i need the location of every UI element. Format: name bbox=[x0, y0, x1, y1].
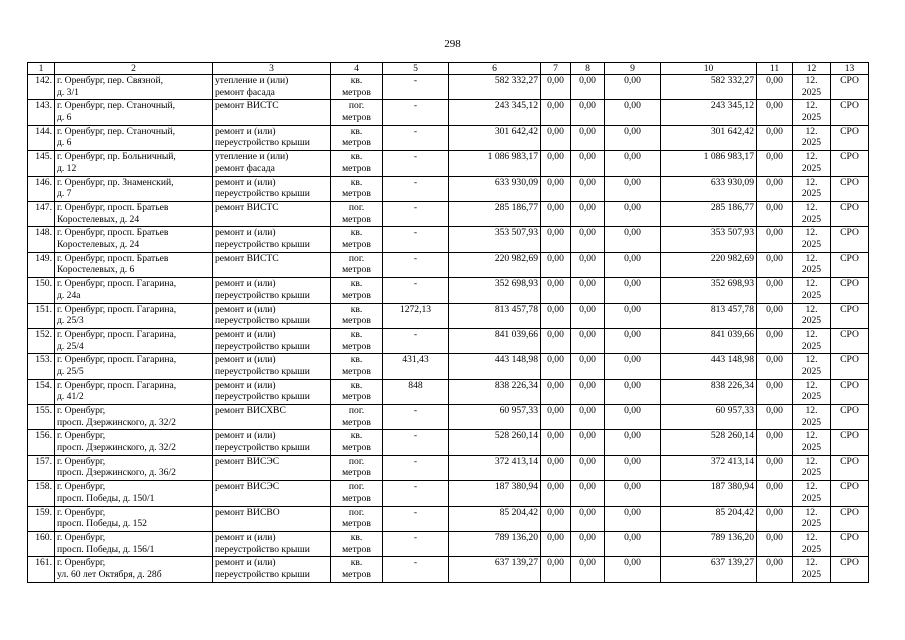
row-number-cell: 147. bbox=[28, 201, 55, 226]
volume-cell: 431,43 bbox=[383, 354, 449, 379]
page-number: 298 bbox=[444, 38, 461, 50]
fund-cell: 0,00 bbox=[541, 176, 571, 201]
table-row bbox=[28, 379, 869, 404]
volume-cell: - bbox=[383, 252, 449, 277]
address-cell: г. Оренбург, просп. Гагарина, д. 41/2 bbox=[55, 379, 213, 404]
total-cost-cell: 60 957,33 bbox=[449, 405, 541, 430]
owners-funds-cell: 1 086 983,17 bbox=[661, 151, 757, 176]
volume-cell: - bbox=[383, 176, 449, 201]
table-row bbox=[28, 455, 869, 480]
fund-cell: 0,00 bbox=[541, 100, 571, 125]
owners-funds-cell: 220 982,69 bbox=[661, 252, 757, 277]
unit-cell: кв. метров bbox=[331, 151, 383, 176]
fund-cell: 0,00 bbox=[541, 201, 571, 226]
column-header: 7 bbox=[541, 63, 571, 75]
address-cell: г. Оренбург, просп. Братьев Коростелевых, д. 6 bbox=[55, 252, 213, 277]
owners-funds-cell: 285 186,77 bbox=[661, 201, 757, 226]
table-row bbox=[28, 354, 869, 379]
header-row bbox=[28, 63, 869, 75]
source-cell: СРО bbox=[831, 481, 869, 506]
owners-funds-cell: 443 148,98 bbox=[661, 354, 757, 379]
unit-cell: пог. метров bbox=[331, 455, 383, 480]
source-cell: СРО bbox=[831, 455, 869, 480]
owners-funds-cell: 528 260,14 bbox=[661, 430, 757, 455]
table-row bbox=[28, 278, 869, 303]
work-type-cell: ремонт и (или) переустройство крыши bbox=[213, 532, 331, 557]
deadline-cell: 12. 2025 bbox=[793, 201, 831, 226]
deadline-cell: 12. 2025 bbox=[793, 354, 831, 379]
table-row bbox=[28, 328, 869, 353]
owners-funds-cell: 352 698,93 bbox=[661, 278, 757, 303]
table-row bbox=[28, 405, 869, 430]
table-row bbox=[28, 176, 869, 201]
unit-cell: кв. метров bbox=[331, 303, 383, 328]
other-funds-cell: 0,00 bbox=[757, 151, 793, 176]
row-number-cell: 145. bbox=[28, 151, 55, 176]
address-cell: г. Оренбург, ул. 60 лет Октября, д. 28б bbox=[55, 557, 213, 582]
local-budget-cell: 0,00 bbox=[605, 506, 661, 531]
row-number-cell: 154. bbox=[28, 379, 55, 404]
other-funds-cell: 0,00 bbox=[757, 506, 793, 531]
other-funds-cell: 0,00 bbox=[757, 252, 793, 277]
budget-cell: 0,00 bbox=[571, 151, 605, 176]
row-number-cell: 142. bbox=[28, 75, 55, 100]
table-row bbox=[28, 100, 869, 125]
total-cost-cell: 813 457,78 bbox=[449, 303, 541, 328]
unit-cell: кв. метров bbox=[331, 227, 383, 252]
row-number-cell: 143. bbox=[28, 100, 55, 125]
total-cost-cell: 372 413,14 bbox=[449, 455, 541, 480]
volume-cell: - bbox=[383, 328, 449, 353]
work-type-cell: ремонт ВИСТС bbox=[213, 201, 331, 226]
source-cell: СРО bbox=[831, 227, 869, 252]
column-header: 1 bbox=[28, 63, 55, 75]
local-budget-cell: 0,00 bbox=[605, 354, 661, 379]
owners-funds-cell: 372 413,14 bbox=[661, 455, 757, 480]
column-header: 13 bbox=[831, 63, 869, 75]
address-cell: г. Оренбург, просп. Победы, д. 152 bbox=[55, 506, 213, 531]
budget-cell: 0,00 bbox=[571, 481, 605, 506]
volume-cell: - bbox=[383, 100, 449, 125]
row-number-cell: 146. bbox=[28, 176, 55, 201]
row-number-cell: 150. bbox=[28, 278, 55, 303]
unit-cell: кв. метров bbox=[331, 328, 383, 353]
budget-cell: 0,00 bbox=[571, 303, 605, 328]
row-number-cell: 153. bbox=[28, 354, 55, 379]
other-funds-cell: 0,00 bbox=[757, 303, 793, 328]
unit-cell: кв. метров bbox=[331, 176, 383, 201]
local-budget-cell: 0,00 bbox=[605, 125, 661, 150]
volume-cell: 848 bbox=[383, 379, 449, 404]
volume-cell: - bbox=[383, 405, 449, 430]
address-cell: г. Оренбург, просп. Дзержинского, д. 36/2 bbox=[55, 455, 213, 480]
column-header: 5 bbox=[383, 63, 449, 75]
total-cost-cell: 841 039,66 bbox=[449, 328, 541, 353]
total-cost-cell: 352 698,93 bbox=[449, 278, 541, 303]
table-row bbox=[28, 430, 869, 455]
total-cost-cell: 838 226,34 bbox=[449, 379, 541, 404]
work-type-cell: ремонт и (или) переустройство крыши bbox=[213, 227, 331, 252]
deadline-cell: 12. 2025 bbox=[793, 557, 831, 582]
source-cell: СРО bbox=[831, 201, 869, 226]
other-funds-cell: 0,00 bbox=[757, 532, 793, 557]
fund-cell: 0,00 bbox=[541, 506, 571, 531]
volume-cell: - bbox=[383, 455, 449, 480]
volume-cell: - bbox=[383, 227, 449, 252]
other-funds-cell: 0,00 bbox=[757, 379, 793, 404]
source-cell: СРО bbox=[831, 405, 869, 430]
budget-cell: 0,00 bbox=[571, 75, 605, 100]
other-funds-cell: 0,00 bbox=[757, 481, 793, 506]
total-cost-cell: 85 204,42 bbox=[449, 506, 541, 531]
work-type-cell: ремонт ВИСВО bbox=[213, 506, 331, 531]
owners-funds-cell: 838 226,34 bbox=[661, 379, 757, 404]
unit-cell: пог. метров bbox=[331, 506, 383, 531]
source-cell: СРО bbox=[831, 176, 869, 201]
owners-funds-cell: 353 507,93 bbox=[661, 227, 757, 252]
budget-cell: 0,00 bbox=[571, 227, 605, 252]
column-header: 10 bbox=[661, 63, 757, 75]
local-budget-cell: 0,00 bbox=[605, 227, 661, 252]
table-row bbox=[28, 151, 869, 176]
row-number-cell: 149. bbox=[28, 252, 55, 277]
unit-cell: кв. метров bbox=[331, 354, 383, 379]
local-budget-cell: 0,00 bbox=[605, 532, 661, 557]
total-cost-cell: 443 148,98 bbox=[449, 354, 541, 379]
source-cell: СРО bbox=[831, 151, 869, 176]
volume-cell: 1272,13 bbox=[383, 303, 449, 328]
source-cell: СРО bbox=[831, 278, 869, 303]
table-row bbox=[28, 125, 869, 150]
deadline-cell: 12. 2025 bbox=[793, 506, 831, 531]
fund-cell: 0,00 bbox=[541, 252, 571, 277]
work-type-cell: ремонт ВИСТС bbox=[213, 100, 331, 125]
local-budget-cell: 0,00 bbox=[605, 328, 661, 353]
budget-cell: 0,00 bbox=[571, 125, 605, 150]
local-budget-cell: 0,00 bbox=[605, 303, 661, 328]
source-cell: СРО bbox=[831, 557, 869, 582]
volume-cell: - bbox=[383, 430, 449, 455]
source-cell: СРО bbox=[831, 354, 869, 379]
total-cost-cell: 582 332,27 bbox=[449, 75, 541, 100]
volume-cell: - bbox=[383, 125, 449, 150]
fund-cell: 0,00 bbox=[541, 278, 571, 303]
work-type-cell: утепление и (или) ремонт фасада bbox=[213, 151, 331, 176]
fund-cell: 0,00 bbox=[541, 328, 571, 353]
row-number-cell: 144. bbox=[28, 125, 55, 150]
owners-funds-cell: 243 345,12 bbox=[661, 100, 757, 125]
table-row bbox=[28, 303, 869, 328]
other-funds-cell: 0,00 bbox=[757, 201, 793, 226]
volume-cell: - bbox=[383, 151, 449, 176]
volume-cell: - bbox=[383, 201, 449, 226]
unit-cell: пог. метров bbox=[331, 252, 383, 277]
address-cell: г. Оренбург, просп. Гагарина, д. 25/4 bbox=[55, 328, 213, 353]
budget-cell: 0,00 bbox=[571, 100, 605, 125]
work-type-cell: ремонт и (или) переустройство крыши bbox=[213, 379, 331, 404]
row-number-cell: 148. bbox=[28, 227, 55, 252]
fund-cell: 0,00 bbox=[541, 151, 571, 176]
deadline-cell: 12. 2025 bbox=[793, 125, 831, 150]
work-type-cell: ремонт ВИСЭС bbox=[213, 481, 331, 506]
table-row bbox=[28, 481, 869, 506]
other-funds-cell: 0,00 bbox=[757, 75, 793, 100]
unit-cell: пог. метров bbox=[331, 481, 383, 506]
budget-cell: 0,00 bbox=[571, 201, 605, 226]
local-budget-cell: 0,00 bbox=[605, 405, 661, 430]
work-type-cell: ремонт и (или) переустройство крыши bbox=[213, 125, 331, 150]
row-number-cell: 151. bbox=[28, 303, 55, 328]
fund-cell: 0,00 bbox=[541, 405, 571, 430]
unit-cell: кв. метров bbox=[331, 379, 383, 404]
owners-funds-cell: 60 957,33 bbox=[661, 405, 757, 430]
budget-cell: 0,00 bbox=[571, 557, 605, 582]
row-number-cell: 152. bbox=[28, 328, 55, 353]
local-budget-cell: 0,00 bbox=[605, 481, 661, 506]
total-cost-cell: 789 136,20 bbox=[449, 532, 541, 557]
row-number-cell: 161. bbox=[28, 557, 55, 582]
fund-cell: 0,00 bbox=[541, 481, 571, 506]
fund-cell: 0,00 bbox=[541, 379, 571, 404]
work-type-cell: ремонт и (или) переустройство крыши bbox=[213, 354, 331, 379]
total-cost-cell: 187 380,94 bbox=[449, 481, 541, 506]
other-funds-cell: 0,00 bbox=[757, 354, 793, 379]
total-cost-cell: 243 345,12 bbox=[449, 100, 541, 125]
address-cell: г. Оренбург, просп. Дзержинского, д. 32/2 bbox=[55, 430, 213, 455]
table-row bbox=[28, 506, 869, 531]
other-funds-cell: 0,00 bbox=[757, 278, 793, 303]
local-budget-cell: 0,00 bbox=[605, 151, 661, 176]
source-cell: СРО bbox=[831, 532, 869, 557]
work-type-cell: ремонт и (или) переустройство крыши bbox=[213, 278, 331, 303]
unit-cell: кв. метров bbox=[331, 557, 383, 582]
address-cell: г. Оренбург, просп. Победы, д. 150/1 bbox=[55, 481, 213, 506]
volume-cell: - bbox=[383, 532, 449, 557]
fund-cell: 0,00 bbox=[541, 303, 571, 328]
deadline-cell: 12. 2025 bbox=[793, 379, 831, 404]
fund-cell: 0,00 bbox=[541, 430, 571, 455]
work-type-cell: ремонт и (или) переустройство крыши bbox=[213, 176, 331, 201]
other-funds-cell: 0,00 bbox=[757, 125, 793, 150]
table-row bbox=[28, 252, 869, 277]
deadline-cell: 12. 2025 bbox=[793, 455, 831, 480]
column-header: 2 bbox=[55, 63, 213, 75]
volume-cell: - bbox=[383, 557, 449, 582]
work-type-cell: ремонт и (или) переустройство крыши bbox=[213, 430, 331, 455]
address-cell: г. Оренбург, пр. Знаменский, д. 7 bbox=[55, 176, 213, 201]
fund-cell: 0,00 bbox=[541, 455, 571, 480]
budget-cell: 0,00 bbox=[571, 379, 605, 404]
work-type-cell: ремонт ВИСТС bbox=[213, 252, 331, 277]
table-row bbox=[28, 227, 869, 252]
column-header: 3 bbox=[213, 63, 331, 75]
total-cost-cell: 528 260,14 bbox=[449, 430, 541, 455]
other-funds-cell: 0,00 bbox=[757, 328, 793, 353]
budget-cell: 0,00 bbox=[571, 176, 605, 201]
work-type-cell: ремонт ВИСХВС bbox=[213, 405, 331, 430]
unit-cell: кв. метров bbox=[331, 278, 383, 303]
address-cell: г. Оренбург, пер. Станочный, д. 6 bbox=[55, 125, 213, 150]
address-cell: г. Оренбург, просп. Гагарина, д. 25/5 bbox=[55, 354, 213, 379]
other-funds-cell: 0,00 bbox=[757, 176, 793, 201]
other-funds-cell: 0,00 bbox=[757, 100, 793, 125]
total-cost-cell: 353 507,93 bbox=[449, 227, 541, 252]
fund-cell: 0,00 bbox=[541, 354, 571, 379]
address-cell: г. Оренбург, просп. Гагарина, д. 24а bbox=[55, 278, 213, 303]
other-funds-cell: 0,00 bbox=[757, 227, 793, 252]
table-row bbox=[28, 532, 869, 557]
unit-cell: кв. метров bbox=[331, 125, 383, 150]
total-cost-cell: 285 186,77 bbox=[449, 201, 541, 226]
source-cell: СРО bbox=[831, 252, 869, 277]
unit-cell: пог. метров bbox=[331, 100, 383, 125]
budget-cell: 0,00 bbox=[571, 430, 605, 455]
local-budget-cell: 0,00 bbox=[605, 201, 661, 226]
table-row bbox=[28, 557, 869, 582]
work-type-cell: ремонт и (или) переустройство крыши bbox=[213, 328, 331, 353]
budget-cell: 0,00 bbox=[571, 506, 605, 531]
budget-cell: 0,00 bbox=[571, 455, 605, 480]
owners-funds-cell: 841 039,66 bbox=[661, 328, 757, 353]
deadline-cell: 12. 2025 bbox=[793, 481, 831, 506]
local-budget-cell: 0,00 bbox=[605, 379, 661, 404]
owners-funds-cell: 301 642,42 bbox=[661, 125, 757, 150]
deadline-cell: 12. 2025 bbox=[793, 227, 831, 252]
unit-cell: кв. метров bbox=[331, 532, 383, 557]
fund-cell: 0,00 bbox=[541, 557, 571, 582]
work-type-cell: ремонт ВИСЭС bbox=[213, 455, 331, 480]
source-cell: СРО bbox=[831, 506, 869, 531]
deadline-cell: 12. 2025 bbox=[793, 176, 831, 201]
volume-cell: - bbox=[383, 278, 449, 303]
address-cell: г. Оренбург, просп. Победы, д. 156/1 bbox=[55, 532, 213, 557]
unit-cell: кв. метров bbox=[331, 430, 383, 455]
budget-cell: 0,00 bbox=[571, 354, 605, 379]
row-number-cell: 159. bbox=[28, 506, 55, 531]
deadline-cell: 12. 2025 bbox=[793, 532, 831, 557]
work-type-cell: ремонт и (или) переустройство крыши bbox=[213, 303, 331, 328]
volume-cell: - bbox=[383, 506, 449, 531]
source-cell: СРО bbox=[831, 125, 869, 150]
local-budget-cell: 0,00 bbox=[605, 430, 661, 455]
total-cost-cell: 1 086 983,17 bbox=[449, 151, 541, 176]
works-table bbox=[27, 62, 869, 583]
table-row bbox=[28, 75, 869, 100]
deadline-cell: 12. 2025 bbox=[793, 328, 831, 353]
other-funds-cell: 0,00 bbox=[757, 557, 793, 582]
column-header: 6 bbox=[449, 63, 541, 75]
deadline-cell: 12. 2025 bbox=[793, 303, 831, 328]
total-cost-cell: 220 982,69 bbox=[449, 252, 541, 277]
fund-cell: 0,00 bbox=[541, 227, 571, 252]
budget-cell: 0,00 bbox=[571, 278, 605, 303]
deadline-cell: 12. 2025 bbox=[793, 100, 831, 125]
budget-cell: 0,00 bbox=[571, 532, 605, 557]
work-type-cell: утепление и (или) ремонт фасада bbox=[213, 75, 331, 100]
owners-funds-cell: 789 136,20 bbox=[661, 532, 757, 557]
volume-cell: - bbox=[383, 481, 449, 506]
unit-cell: пог. метров bbox=[331, 201, 383, 226]
deadline-cell: 12. 2025 bbox=[793, 430, 831, 455]
column-header: 8 bbox=[571, 63, 605, 75]
column-header: 9 bbox=[605, 63, 661, 75]
local-budget-cell: 0,00 bbox=[605, 100, 661, 125]
address-cell: г. Оренбург, просп. Братьев Коростелевых, д. 24 bbox=[55, 201, 213, 226]
row-number-cell: 157. bbox=[28, 455, 55, 480]
volume-cell: - bbox=[383, 75, 449, 100]
deadline-cell: 12. 2025 bbox=[793, 278, 831, 303]
owners-funds-cell: 582 332,27 bbox=[661, 75, 757, 100]
budget-cell: 0,00 bbox=[571, 405, 605, 430]
owners-funds-cell: 813 457,78 bbox=[661, 303, 757, 328]
owners-funds-cell: 85 204,42 bbox=[661, 506, 757, 531]
row-number-cell: 156. bbox=[28, 430, 55, 455]
owners-funds-cell: 633 930,09 bbox=[661, 176, 757, 201]
local-budget-cell: 0,00 bbox=[605, 455, 661, 480]
source-cell: СРО bbox=[831, 430, 869, 455]
column-header: 11 bbox=[757, 63, 793, 75]
address-cell: г. Оренбург, просп. Гагарина, д. 25/3 bbox=[55, 303, 213, 328]
other-funds-cell: 0,00 bbox=[757, 430, 793, 455]
budget-cell: 0,00 bbox=[571, 328, 605, 353]
row-number-cell: 160. bbox=[28, 532, 55, 557]
owners-funds-cell: 637 139,27 bbox=[661, 557, 757, 582]
address-cell: г. Оренбург, пр. Больничный, д. 12 bbox=[55, 151, 213, 176]
deadline-cell: 12. 2025 bbox=[793, 151, 831, 176]
row-number-cell: 155. bbox=[28, 405, 55, 430]
budget-cell: 0,00 bbox=[571, 252, 605, 277]
row-number-cell: 158. bbox=[28, 481, 55, 506]
local-budget-cell: 0,00 bbox=[605, 252, 661, 277]
unit-cell: кв. метров bbox=[331, 75, 383, 100]
fund-cell: 0,00 bbox=[541, 75, 571, 100]
source-cell: СРО bbox=[831, 328, 869, 353]
local-budget-cell: 0,00 bbox=[605, 75, 661, 100]
fund-cell: 0,00 bbox=[541, 125, 571, 150]
unit-cell: пог. метров bbox=[331, 405, 383, 430]
fund-cell: 0,00 bbox=[541, 532, 571, 557]
column-header: 4 bbox=[331, 63, 383, 75]
other-funds-cell: 0,00 bbox=[757, 455, 793, 480]
source-cell: СРО bbox=[831, 75, 869, 100]
total-cost-cell: 633 930,09 bbox=[449, 176, 541, 201]
source-cell: СРО bbox=[831, 303, 869, 328]
other-funds-cell: 0,00 bbox=[757, 405, 793, 430]
table-body bbox=[28, 75, 869, 583]
address-cell: г. Оренбург, пер. Связной, д. 3/1 bbox=[55, 75, 213, 100]
source-cell: СРО bbox=[831, 100, 869, 125]
address-cell: г. Оренбург, пер. Станочный, д. 6 bbox=[55, 100, 213, 125]
source-cell: СРО bbox=[831, 379, 869, 404]
local-budget-cell: 0,00 bbox=[605, 176, 661, 201]
work-type-cell: ремонт и (или) переустройство крыши bbox=[213, 557, 331, 582]
table-row bbox=[28, 201, 869, 226]
deadline-cell: 12. 2025 bbox=[793, 252, 831, 277]
address-cell: г. Оренбург, просп. Братьев Коростелевых, д. 24 bbox=[55, 227, 213, 252]
owners-funds-cell: 187 380,94 bbox=[661, 481, 757, 506]
local-budget-cell: 0,00 bbox=[605, 557, 661, 582]
total-cost-cell: 637 139,27 bbox=[449, 557, 541, 582]
local-budget-cell: 0,00 bbox=[605, 278, 661, 303]
address-cell: г. Оренбург, просп. Дзержинского, д. 32/2 bbox=[55, 405, 213, 430]
total-cost-cell: 301 642,42 bbox=[449, 125, 541, 150]
column-header: 12 bbox=[793, 63, 831, 75]
deadline-cell: 12. 2025 bbox=[793, 75, 831, 100]
deadline-cell: 12. 2025 bbox=[793, 405, 831, 430]
